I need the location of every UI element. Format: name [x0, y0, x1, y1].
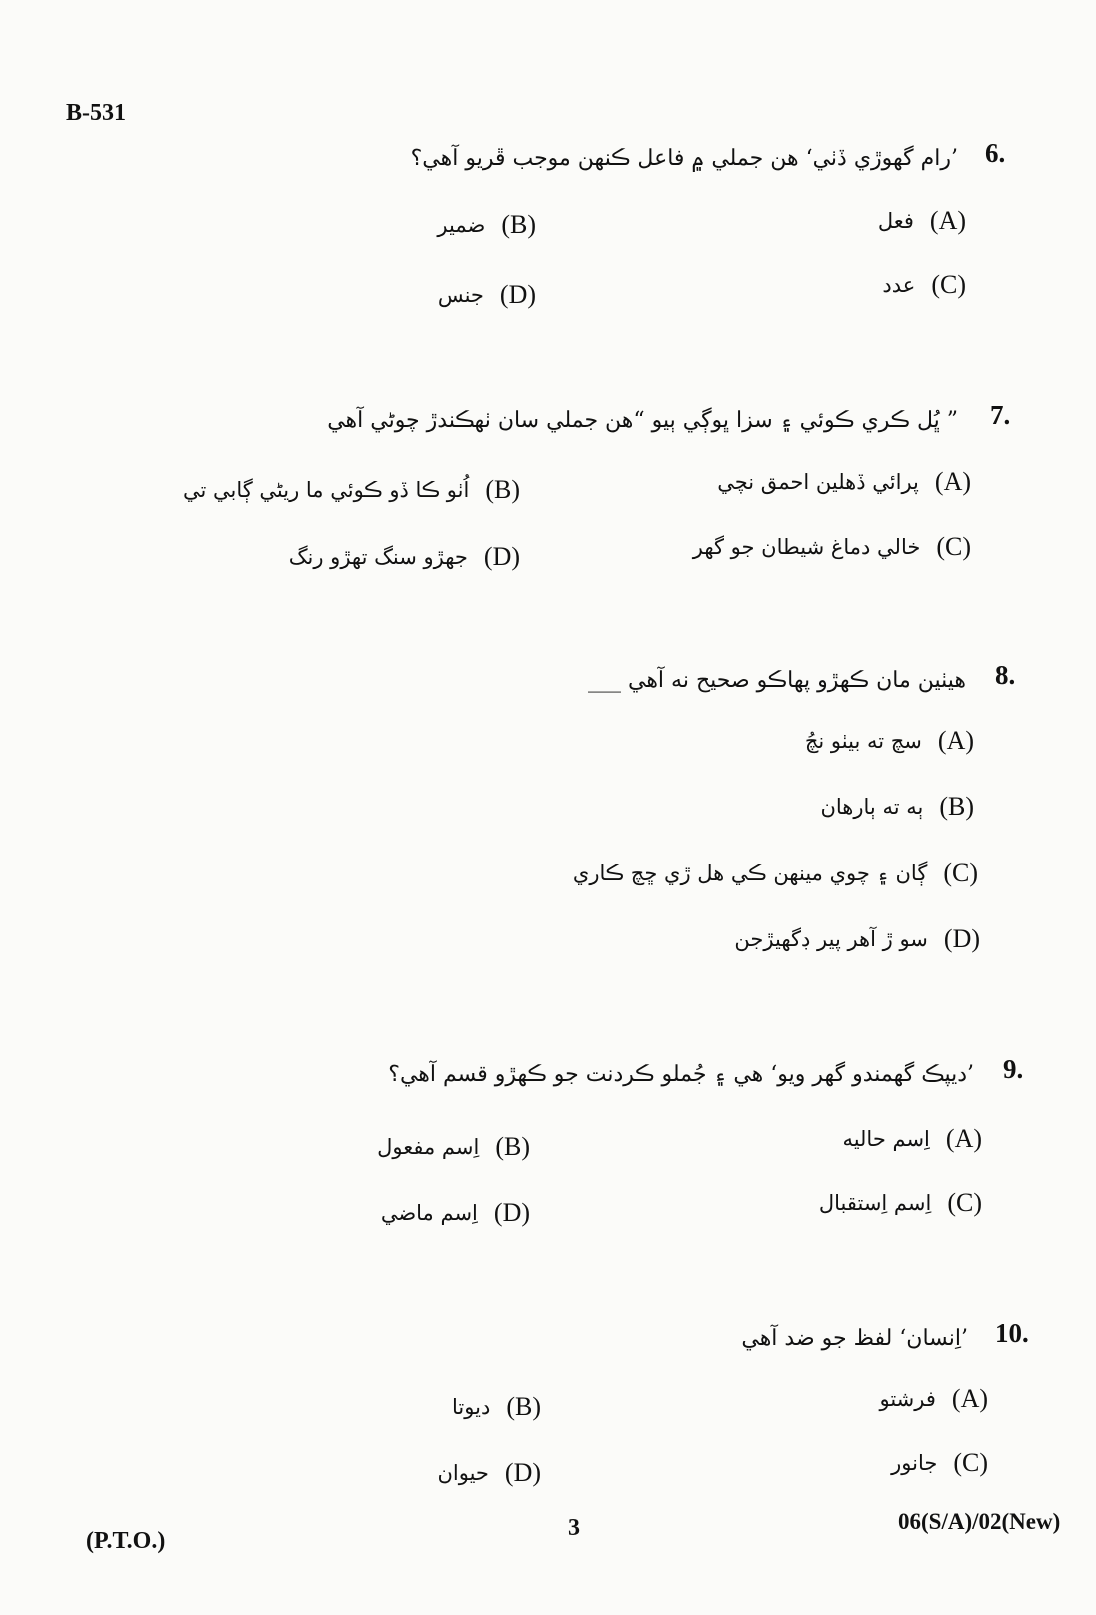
question-number: 7. [990, 400, 1011, 430]
option-c [882, 270, 966, 300]
option-a [805, 726, 974, 756]
option-c [693, 532, 971, 562]
option-c [819, 1188, 982, 1218]
option-letter: (D) [943, 924, 980, 953]
option-letter: (B) [939, 792, 974, 821]
option-letter: (D) [493, 1198, 530, 1227]
option-letter: (C) [931, 270, 966, 299]
option-b [452, 1392, 541, 1422]
option-text: اِسم حاليه [842, 1127, 930, 1151]
option-text: خالي دماغ شيطان جو گهر [692, 535, 921, 559]
option-d [734, 924, 980, 954]
option-text: ٻه ته ٻارهان [820, 795, 924, 819]
page-number: 3 [568, 1515, 580, 1541]
option-letter: (C) [943, 858, 978, 887]
paper-code: 06(S/A)/02(New) [898, 1509, 1061, 1534]
question-stem: هيٺين مان ڪهڙو پهاڪو صحيح نه آهي ___ [588, 668, 966, 693]
option-letter: (B) [501, 210, 536, 239]
option-a [879, 1384, 988, 1414]
option-d [437, 1458, 541, 1488]
option-letter: (D) [499, 280, 536, 309]
option-a [842, 1124, 982, 1154]
option-text: سچ ته بيٺو نچُ [804, 729, 922, 753]
option-letter: (C) [947, 1188, 982, 1217]
option-letter: (A) [934, 467, 971, 496]
option-letter: (D) [483, 542, 520, 571]
option-text: اِسم اِستقبال [818, 1191, 932, 1215]
question-stem: ’اِنسان‘ لفظ جو ضد آهي [741, 1326, 968, 1351]
option-text: پرائي ڏهلين احمق نچي [717, 470, 919, 494]
option-text: اِسم مفعول [377, 1135, 480, 1159]
option-text: جنس [437, 283, 484, 307]
option-text: سو ڙ آهر پير ڊگهيڙجن [734, 927, 928, 951]
question-stem: ” ڀُل ڪري ڪوئي ۽ سزا ڀوڳي ٻيو “هن جملي سان ٺهڪندڙ چوڻي آهي [327, 408, 958, 433]
booklet-code: B-531 [66, 100, 126, 126]
option-text: فرشتو [879, 1387, 936, 1411]
option-d [381, 1198, 530, 1228]
question-stem: ’رام گهوڙي ڏٺي‘ هن جملي ۾ فاعل ڪنهن موجب ڦريو آهي؟ [410, 146, 958, 171]
option-text: اُٺو ڪا ڏو ڪوئي ما ريڻي ڳابي تي [182, 478, 470, 502]
option-d [289, 542, 520, 572]
option-text: اِسم ماضي [380, 1201, 478, 1225]
option-text: ڳان ۽ چوي مينهن ڪي هل ڙي ڇچ ڪاري [572, 861, 928, 885]
option-text: جهڙو سنگ تهڙو رنگ [288, 545, 468, 569]
question-number: 6. [985, 138, 1006, 168]
option-letter: (A) [929, 206, 966, 235]
option-letter: (A) [945, 1124, 982, 1153]
option-c [573, 858, 978, 888]
option-letter: (C) [953, 1448, 988, 1477]
option-text: عدد [882, 273, 916, 297]
option-letter: (B) [506, 1392, 541, 1421]
option-letter: (A) [937, 726, 974, 755]
question-number: 9. [1003, 1054, 1024, 1084]
option-text: فعل [877, 209, 914, 233]
option-b [437, 210, 536, 240]
option-a [878, 206, 966, 236]
option-c [891, 1448, 988, 1478]
option-text: حيوان [437, 1461, 489, 1485]
pto-label: (P.T.O.) [86, 1528, 166, 1554]
question-stem: ’ديپڪ گهمندو گهر ويو‘ هي ۽ جُملو ڪردنت جو ڪهڙو قسم آهي؟ [388, 1062, 974, 1087]
option-letter: (D) [504, 1458, 541, 1487]
option-text: ضمير [437, 213, 486, 237]
option-b [377, 1132, 530, 1162]
option-letter: (B) [485, 475, 520, 504]
option-a [717, 467, 971, 497]
option-letter: (B) [495, 1132, 530, 1161]
option-text: جانور [891, 1451, 938, 1475]
option-letter: (A) [951, 1384, 988, 1413]
option-b [820, 792, 974, 822]
option-letter: (C) [936, 532, 971, 561]
option-b [183, 475, 520, 505]
question-number: 10. [995, 1318, 1029, 1348]
question-number: 8. [995, 660, 1016, 690]
option-text: ديوتا [452, 1395, 491, 1419]
option-d [438, 280, 536, 310]
